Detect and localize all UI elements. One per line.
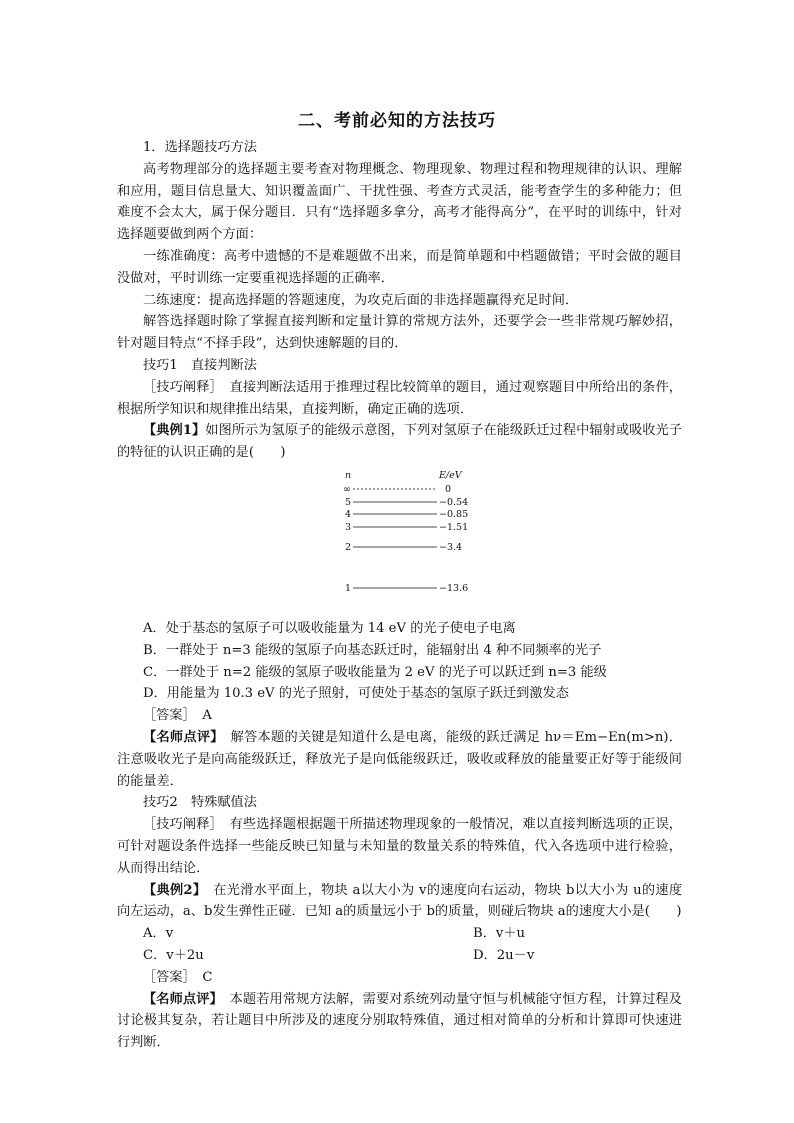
comment-text: 本题若用常规方法解，需要对系统列动量守恒与机械能守恒方程，计算过程及讨论极其复杂，若让题目中所涉及的速度分别取特殊值，通过相对简单的分析和计算即可快速进行判断． — [117, 991, 682, 1051]
energy-axis-header: E/eV — [439, 469, 462, 481]
comment-tag: 【名师点评】 — [143, 991, 217, 1007]
section-heading: 1．选择题技巧方法 — [143, 140, 257, 155]
level-energy-label: −0.85 — [439, 508, 469, 520]
option-d: D．用能量为 10.3 eV 的光子照射，可使处于基态的氢原子跃迁到激发态 — [143, 686, 569, 702]
example-tag: 【典例1】 — [143, 423, 206, 439]
page-title: 二、考前必知的方法技巧 — [298, 111, 496, 131]
level-energy-label: −3.4 — [439, 541, 463, 553]
option-b: B．一群处于 n=3 能级的氢原子向基态跃迁时，能辐射出 4 种不同频率的光子 — [143, 642, 602, 658]
example-text: 如图所示为氢原子的能级示意图，下列对氢原子在能级跃迁过程中辐射或吸收光子的特征的认识正确的是( ) — [117, 423, 682, 461]
energy-level-diagram — [117, 468, 682, 618]
example-question — [117, 880, 682, 924]
skill-explanation: ［技巧阐释］ 有些选择题根据题干所描述物理现象的一般情况，难以直接判断选项的正误，可针对题设条件选择一些能反映已知量与未知量的数量关系的特殊值，代入各选项中进行检验，从而得出结论． — [117, 817, 682, 876]
options-row — [117, 945, 682, 967]
n-axis-header: n — [345, 469, 352, 481]
option-c: C．v＋2u — [143, 947, 204, 963]
example-text: 在光滑水平面上，物块 a以大小为 v的速度向右运动，物块 b以大小为 u的速度向左运动，a、b发生弹性正碰．已知 a的质量远小于 b的质量，则碰后物块 a的速度大小是( ) — [117, 882, 683, 920]
paragraph: 二练速度：提高选择题的答题速度，为攻克后面的非选择题赢得充足时间． — [143, 292, 579, 308]
document-body — [117, 137, 682, 1054]
options-row — [117, 923, 682, 945]
comment-text: 解答本题的关键是知道什么是电离，能级的跃迁满足 hν＝Em−En(m>n)．注意吸收光子是向高能级跃迁，释放光子是向低能级跃迁，吸收或释放的能量要正好等于能级间的能量差． — [117, 729, 683, 789]
level-n-label: 1 — [345, 582, 352, 594]
level-n-label: ∞ — [343, 483, 351, 495]
level-energy-label: −13.6 — [439, 582, 469, 594]
paragraph: 高考物理部分的选择题主要考查对物理概念、物理现象、物理过程和物理规律的认识、理解和应用，题目信息量大、知识覆盖面广、干扰性强、考查方式灵活，能考查学生的多种能力；但难度不会太大，属于保分题目．只有“选择题多拿分，高考才能得高分”，在平时的训练中，针对选择题要做到两个方面： — [117, 161, 682, 243]
paragraph: 一练准确度：高考中遗憾的不是难题做不出来，而是简单题和中档题做错；平时会做的题目没做对，平时训练一定要重视选择题的正确率． — [117, 248, 682, 286]
example-question — [117, 420, 682, 464]
level-energy-label: −0.54 — [439, 496, 469, 508]
answer: ［答案］ A — [143, 708, 212, 724]
teacher-comment — [117, 989, 682, 1054]
skill-heading: 技巧1 直接判断法 — [143, 357, 257, 373]
option-c: C．一群处于 n=2 能级的氢原子吸收能量为 2 eV 的光子可以跃迁到 n=3 能级 — [143, 664, 607, 680]
teacher-comment — [117, 727, 682, 792]
option-b: B．v＋u — [473, 926, 526, 942]
paragraph: 解答选择题时除了掌握直接判断和定量计算的常规方法外，还要学会一些非常规巧解妙招，针对题目特点“不择手段”，达到快速解题的目的． — [117, 314, 682, 352]
level-n-label: 2 — [345, 541, 352, 553]
option-a: A．处于基态的氢原子可以吸收能量为 14 eV 的光子使电子电离 — [143, 620, 516, 636]
level-energy-label: 0 — [445, 483, 452, 495]
skill-heading: 技巧2 特殊赋值法 — [143, 795, 257, 811]
answer: ［答案］ C — [143, 969, 213, 985]
option-a: A．v — [143, 926, 174, 942]
level-n-label: 4 — [345, 508, 352, 520]
level-n-label: 5 — [345, 496, 352, 508]
option-d: D．2u－v — [473, 947, 535, 963]
skill-explanation: ［技巧阐释］ 直接判断法适用于推理过程比较简单的题目，通过观察题目中所给出的条件，根据所学知识和规律推出结果，直接判断，确定正确的选项． — [117, 379, 682, 417]
example-tag: 【典例2】 — [143, 882, 200, 898]
comment-tag: 【名师点评】 — [143, 729, 218, 745]
level-energy-label: −1.51 — [439, 521, 469, 533]
level-n-label: 3 — [345, 521, 352, 533]
